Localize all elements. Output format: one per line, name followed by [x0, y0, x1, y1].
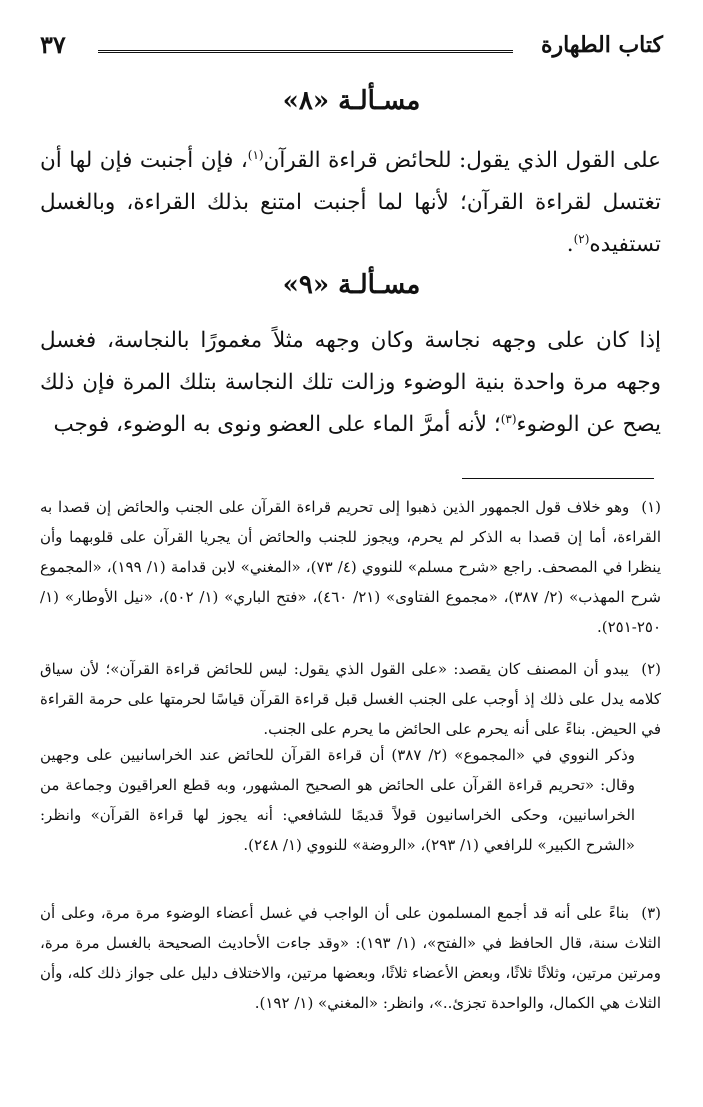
- footnote-1-text: وهو خلاف قول الجمهور الذين ذهبوا إلى تحريم قراءة القرآن على الجنب والحائض إن قصدا به القراءة، أما إن قصدا به الذكر لم يحرم، ويجوز للجنب والحائض أن يجريا القرآن على قلوبهما وأن ينظرا في المصحف. راجع «شرح مسلم» للنووي (٤/ ٧٣)، «المغني» لابن قدامة (١/ ١٩٩)، «المجموع شرح المهذب» (٢/ ٣٨٧)، «مجموع الفتاوى» (٢١/ ٤٦٠)، «فتح الباري» (١/ ٥٠٢)، «نيل الأوطار» (١/ ٢٥٠-٢٥١).: [40, 498, 661, 636]
- footnote-2-continued: [40, 740, 661, 860]
- chapter-title: كتاب الطهارة: [540, 32, 663, 58]
- issue-9-text-rest: ؛ لأنه أمرَّ الماء على العضو ونوى به الوضوء، فوجب: [53, 412, 501, 437]
- page-number: ٣٧: [40, 30, 66, 59]
- footnote-2: [40, 654, 661, 744]
- issue-9-paragraph: [40, 320, 661, 446]
- footnote-2-text: يبدو أن المصنف كان يقصد: «على القول الذي يقول: ليس للحائض قراءة القرآن»؛ لأن سياق كلامه يدل على ذلك إذ أوجب على الجنب الغسل قبل قراءة القرآن قياسًا لحرمتها على حرمة القراءة في الحيض. بناءً على أنه يحرم على الحائض ما يحرم على الجنب.: [40, 660, 661, 738]
- issue-8-paragraph: [40, 140, 661, 266]
- footnote-separator: [462, 478, 654, 479]
- footnote-3-number: (٣): [641, 904, 661, 922]
- issue-8-text-end: .: [566, 232, 574, 257]
- footnote-ref-1[interactable]: (١): [247, 147, 264, 162]
- issue-9-text: إذا كان على وجهه نجاسة وكان وجهه مثلاً مغمورًا بالنجاسة، فغسل وجهه مرة واحدة بنية الوضوء وزالت تلك النجاسة بتلك المرة فإن ذلك يصح عن الوضوء: [40, 328, 661, 437]
- footnote-3: [40, 898, 661, 1018]
- issue-9-heading: مسـألـة «٩»: [282, 270, 421, 300]
- footnote-3-text: بناءً على أنه قد أجمع المسلمون على أن الواجب في غسل أعضاء الوضوء مرة مرة، وعلى أن الثلاث سنة، قال الحافظ في «الفتح»، (١/ ١٩٣): «وقد جاءت الأحاديث الصحيحة بالغسل مرة مرة، ومرتين مرتين، وثلاثًا ثلاثًا، وبعض الأعضاء ثلاثًا، وبعضها مرتين، والاختلاف دليل على جواز ذلك كله، وأن الثلاث هي الكمال، والواحدة تجزئ..»، وانظر: «المغني» (١/ ١٩٢).: [40, 904, 661, 1012]
- footnote-2-number: (٢): [641, 660, 661, 678]
- issue-8-text-rest: ، فإن أجنبت فإن لها أن تغتسل لقراءة القرآن؛ لأنها لما أجنبت امتنع بذلك القراءة، وبالغسل تستفيده: [40, 148, 661, 257]
- header-rule: [98, 50, 513, 53]
- footnote-2-text-2: وذكر النووي في «المجموع» (٢/ ٣٨٧) أن قراءة القرآن للحائض عند الخراسانيين على وجهين وقال: «تحريم قراءة القرآن على الحائض هو الصحيح المشهور، وبه قطع العراقيون وجماعة من الخراسانيين، وحكى الخراسانيون قولاً قديمًا للشافعي: أنه يجوز لها قراءة القرآن» وانظر: «الشرح الكبير» للرافعي (١/ ٢٩٣)، «الروضة» للنووي (١/ ٢٤٨).: [40, 746, 636, 854]
- issue-8-text: على القول الذي يقول: للحائض قراءة القرآن: [263, 148, 661, 173]
- footnote-1-number: (١): [641, 498, 661, 516]
- footnote-1: [40, 492, 661, 642]
- footnote-ref-3[interactable]: (٣): [500, 411, 517, 426]
- footnote-ref-2[interactable]: (٢): [573, 231, 590, 246]
- issue-8-heading: مسـألـة «٨»: [282, 86, 421, 116]
- running-header: [40, 30, 663, 64]
